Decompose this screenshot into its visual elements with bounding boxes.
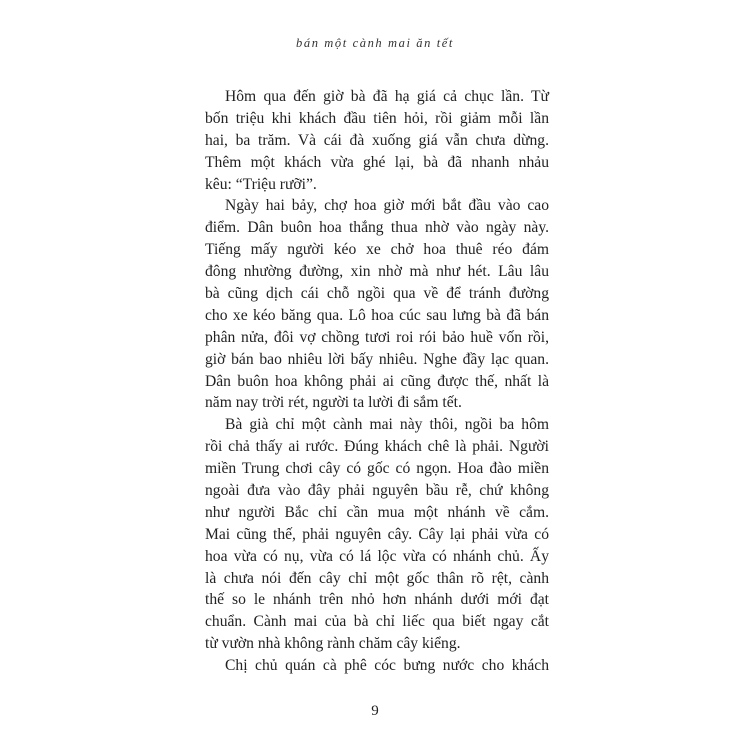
paragraph — [205, 655, 549, 677]
page-number: 9 — [371, 703, 379, 719]
text-line: Mai cũng thế, phải nguyên cây. Cây lại phải vừa có — [205, 525, 549, 543]
text-line: bốn triệu khi khách đầu tiên hỏi, rồi giảm mỗi lần — [205, 109, 549, 127]
paragraph — [205, 86, 549, 195]
text-line: hai, ba trăm. Và cái đà xuống giá vẫn chưa dừng. — [205, 131, 549, 149]
text-line: ngoài đưa vào đây phải nguyên bầu rễ, chứ không — [205, 482, 549, 500]
text-line: phân nửa, đôi vợ chồng tươi roi rói bảo huề vốn rồi, — [205, 328, 549, 346]
text-line: Thêm một khách vừa ghé lại, bà đã nhanh nhảu — [205, 153, 549, 171]
text-line: cho xe kéo băng qua. Lô hoa cúc sau lưng bà đã bán — [205, 306, 549, 324]
text-line: bà cũng dịch cái chỗ ngồi qua về để tránh đường — [205, 285, 549, 303]
running-head: bán một cành mai ăn tết — [296, 36, 454, 50]
text-line: Chị chủ quán cà phê cóc bưng nước cho khách — [225, 657, 549, 675]
text-line: Bà già chỉ một cành mai này thôi, ngồi ba hôm — [225, 416, 549, 434]
text-line: Dân buôn hoa không phải ai cũng được thế, nhất là — [205, 372, 549, 390]
text-line: đông nhường đường, xin nhờ mà như hét. Lâu lâu — [205, 263, 549, 281]
text-line: thế so le nhánh trên nhỏ hơn nhánh dưới mới đạt — [205, 591, 549, 609]
body-text — [205, 86, 549, 677]
text-line: từ vườn nhà không rành chăm cây kiểng. — [205, 635, 461, 653]
paragraph — [205, 414, 549, 655]
text-line: rồi chả thấy ai rước. Đúng khách chê là phải. Người — [205, 438, 549, 456]
text-line: như người Bắc chỉ cần mua một nhánh về cắm. — [205, 503, 549, 521]
text-line: hoa vừa có nụ, vừa có lá lộc vừa có nhánh chủ. Ấy — [205, 547, 549, 565]
text-line: kêu: “Triệu rưỡi”. — [205, 175, 317, 193]
text-line: là chưa nói đến cây chỉ một gốc thân rõ rệt, cành — [205, 569, 549, 587]
text-line: năm nay trời rét, người ta lười đi sắm tết. — [205, 394, 462, 412]
text-line: điểm. Dân buôn hoa thắng thua nhờ vào ngày này. — [205, 219, 549, 237]
paragraph — [205, 195, 549, 414]
text-line: Hôm qua đến giờ bà đã hạ giá cả chục lần. Từ — [225, 88, 549, 105]
text-line: Ngày hai bảy, chợ hoa giờ mới bắt đầu vào cao — [225, 197, 549, 215]
text-line: Tiếng mấy người kéo xe chở hoa thuê réo đám — [205, 241, 549, 259]
text-line: chuẩn. Cành mai của bà chỉ liếc qua biết ngay cắt — [205, 613, 549, 631]
text-line: miền Trung chơi cây có gốc có ngọn. Hoa đào miền — [205, 460, 549, 478]
text-line: giờ bán bao nhiêu lời bấy nhiêu. Nghe đầy lạc quan. — [205, 350, 549, 368]
